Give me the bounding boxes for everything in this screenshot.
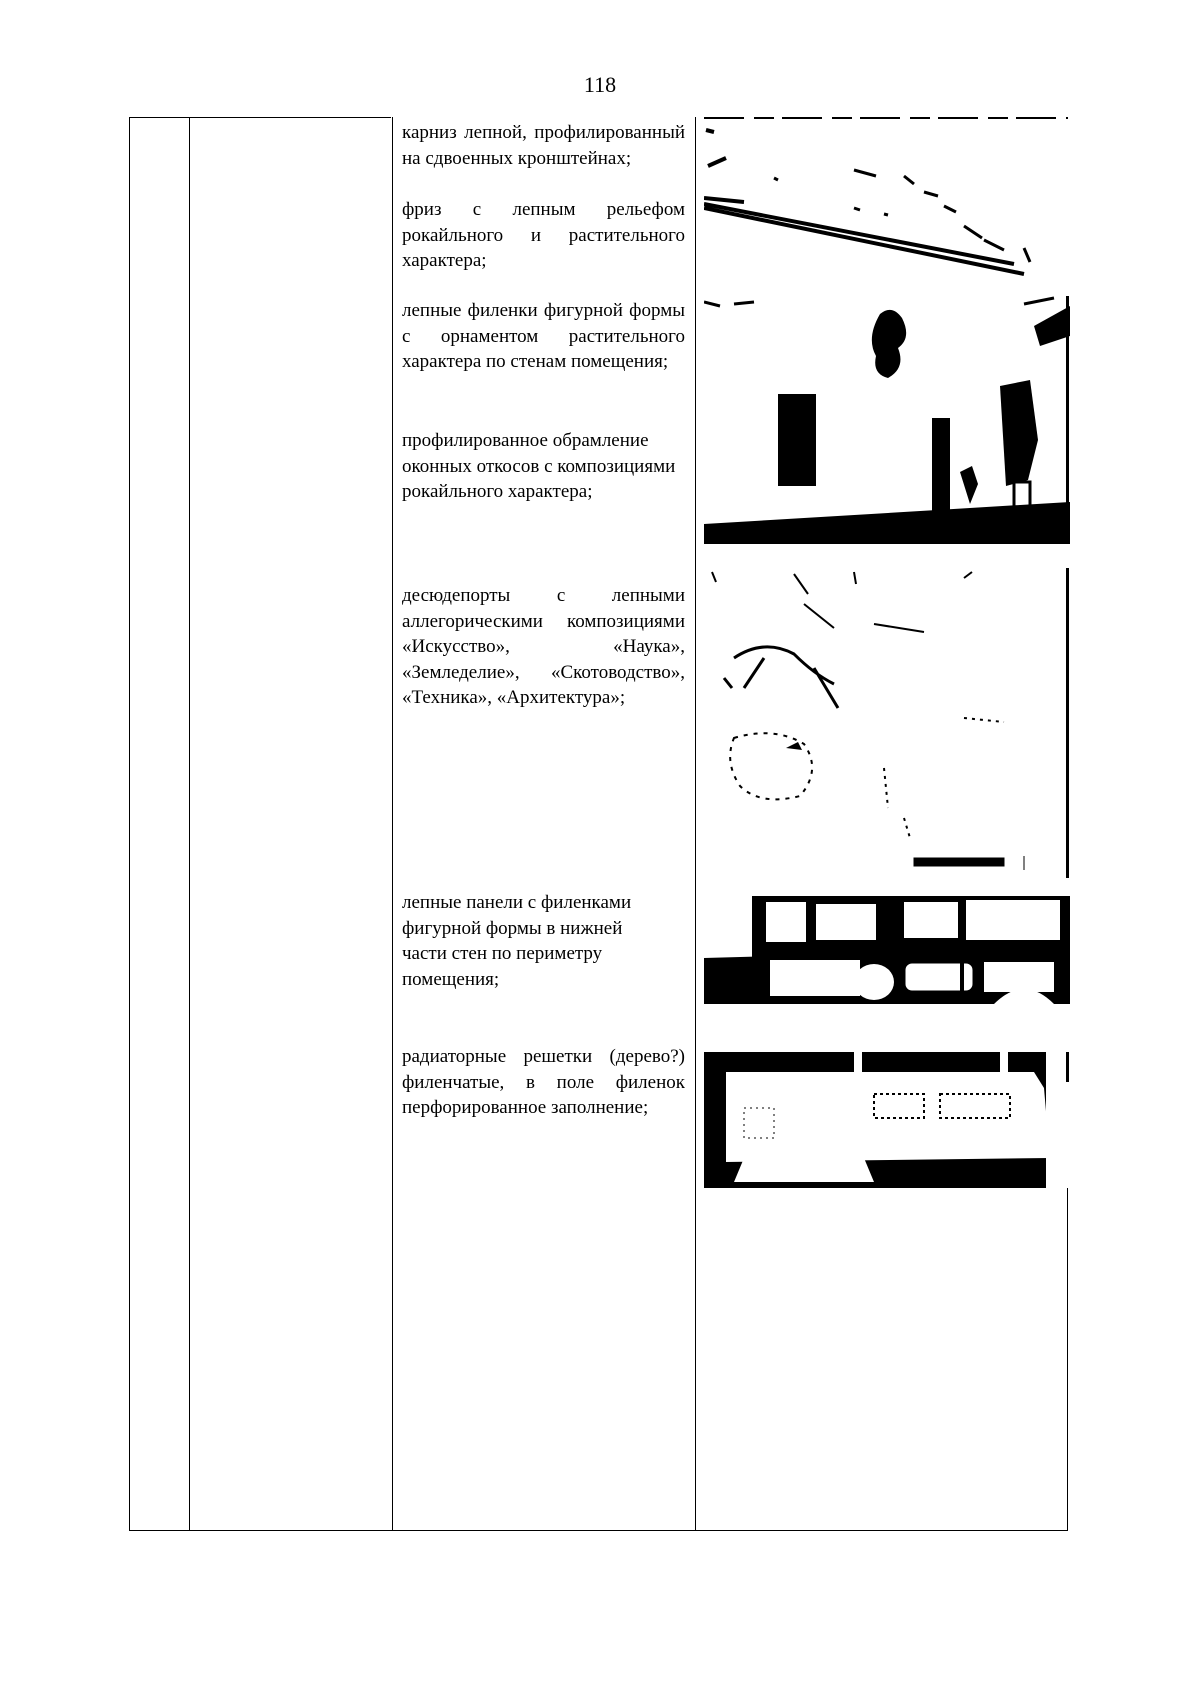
list-item: десюдепорты с лепными аллегорическими композициями «Искусство», «Наука», «Земледелие», «Скотоводство», «Техника», «Архитектура»;: [402, 585, 685, 709]
column-divider: [1067, 1185, 1068, 1531]
column-divider: [392, 117, 393, 1531]
column-divider: [189, 117, 190, 1531]
column-divider: [129, 117, 130, 1531]
table-top-border: [129, 117, 391, 118]
photo-overdoor-allegory: [704, 568, 1070, 878]
list-item: лепные панели с филенками фигурной формы в нижней части стен по периметру помещения;: [402, 892, 632, 990]
page-number: 118: [583, 72, 617, 97]
list-item: фриз с лепным рельефом рокайльного и растительного характера;: [402, 199, 685, 272]
column-divider: [695, 117, 696, 1531]
photo-wall-panels-window: [704, 296, 1070, 544]
list-item: карниз лепной, профилированный на сдвоенных кронштейнах;: [402, 122, 685, 169]
list-item: профилированное обрамление оконных откосов с композициями рокайльного характера;: [402, 430, 676, 503]
list-item: радиаторные решетки (дерево?) филенчатые, в поле филенок перфорированное заполнение;: [402, 1046, 685, 1119]
photo-cornice-frieze: [704, 116, 1068, 276]
photo-radiator-grille: [704, 1052, 1070, 1188]
list-item: лепные филенки фигурной формы с орнаментом растительного характера по стенам помещения;: [402, 300, 685, 373]
photo-lower-wall-panels: [704, 896, 1070, 1004]
table-bottom-border: [129, 1530, 1068, 1531]
